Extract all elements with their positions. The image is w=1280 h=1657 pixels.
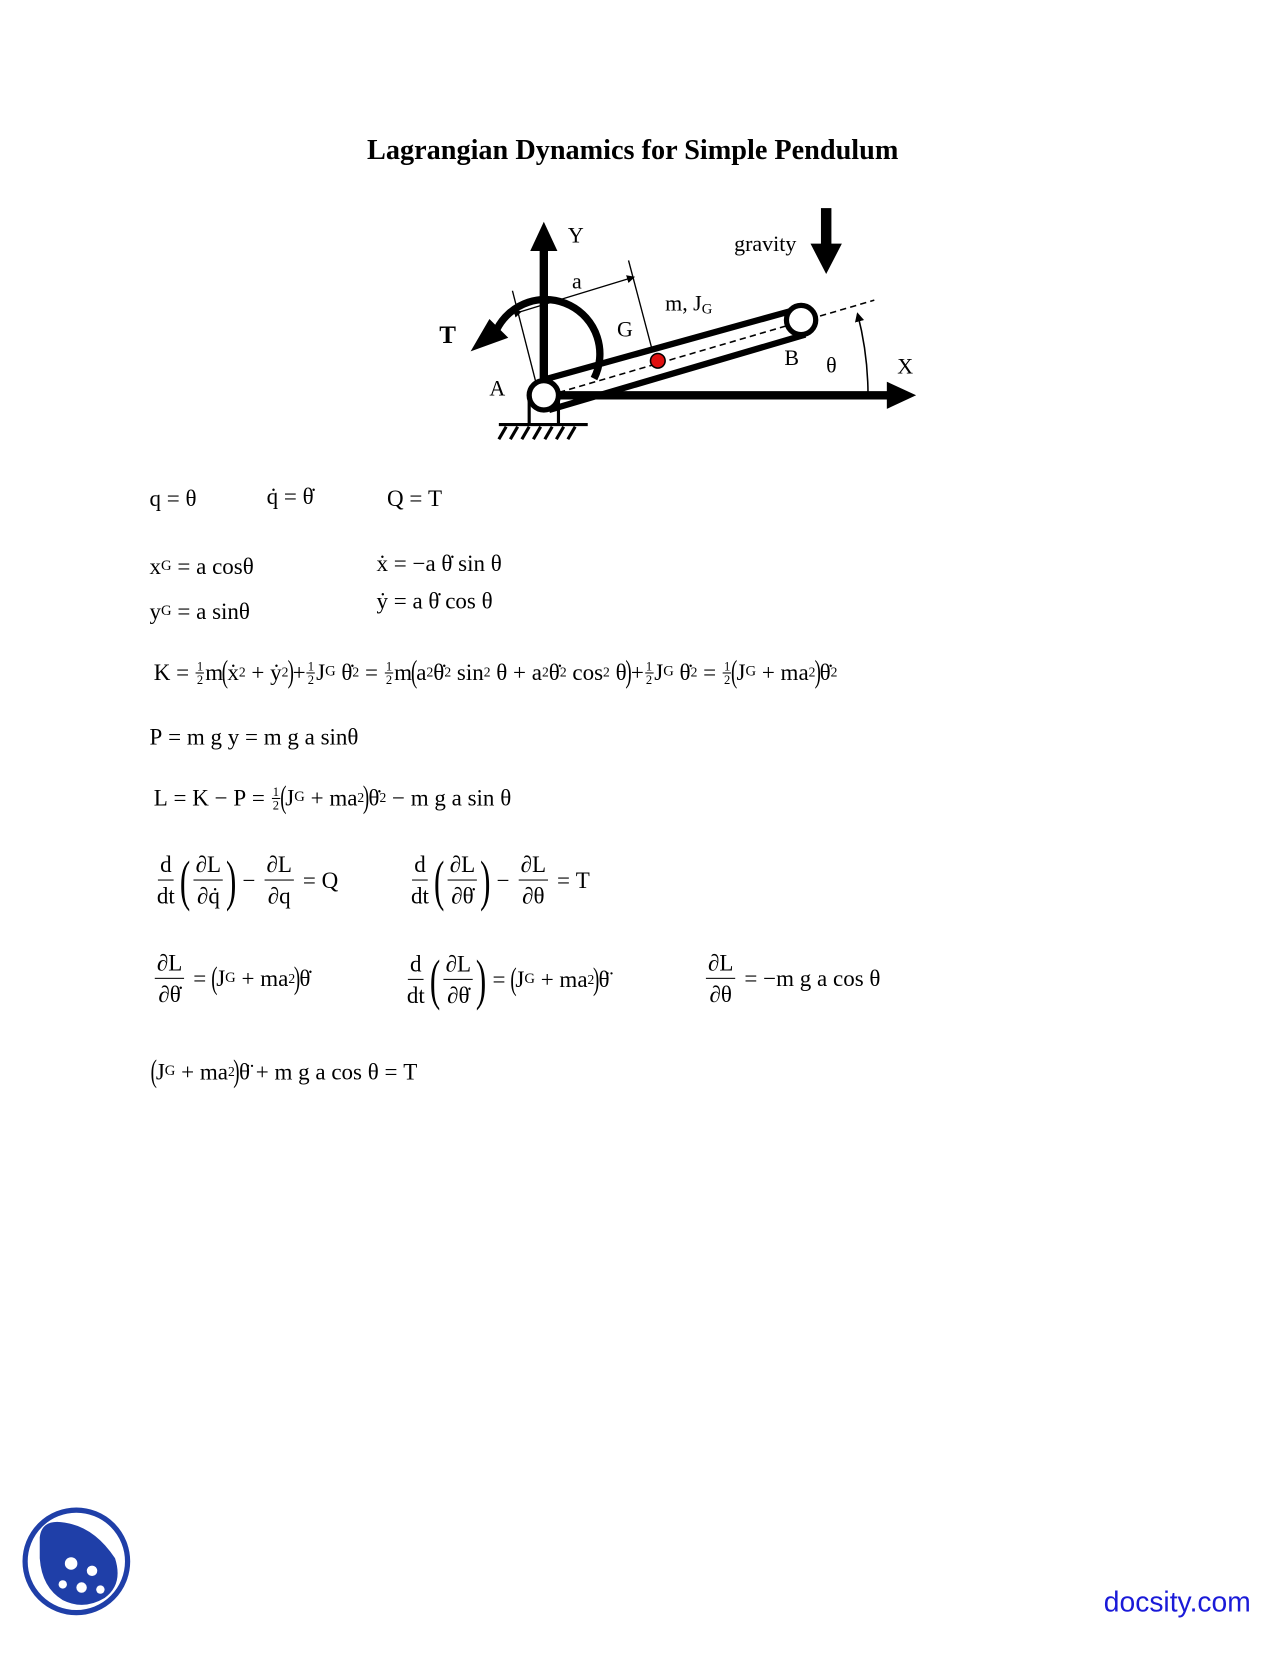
math-text: q = θ (149, 485, 197, 512)
math-text: θ (609, 658, 627, 685)
parenthesis: ) (287, 654, 294, 690)
numerator: ∂L (444, 953, 474, 980)
numerator: d (158, 853, 174, 880)
denominator: 2 (723, 671, 731, 687)
label-mass: m, JG (665, 290, 713, 318)
eq-yG: y G = a sinθ (149, 598, 250, 625)
denominator: ∂θ (522, 882, 545, 909)
numerator: d (412, 853, 428, 880)
parenthesis: ( (280, 780, 287, 815)
denominator: ∂θ̇ (158, 980, 181, 1008)
numerator: ∂L (155, 952, 185, 979)
math-text: = Q (297, 866, 339, 894)
math-text: q̇ = θ̇ (266, 483, 314, 510)
large-parenthesis: ( (180, 849, 191, 912)
large-parenthesis: ) (226, 849, 237, 912)
denominator: ∂θ̇ (447, 982, 470, 1009)
math-text: a (416, 658, 427, 685)
eq-qdot (267, 485, 314, 508)
label-theta: θ (826, 352, 837, 378)
math-text: θ̇ (433, 658, 445, 685)
numerator: 1 (196, 658, 204, 673)
eq-lagrange-specific (406, 849, 590, 912)
eq-final: ( J G + ma 2 ) θ̈ + m g a cos θ = T (150, 1054, 418, 1089)
eq-lagrangian: L = K − P = $\frac{1}{2}$ ( J G + ma 2 ) θ̇ 2 − m g a sin θ (153, 780, 512, 815)
one-half-fraction (307, 659, 315, 685)
parenthesis: ) (625, 654, 632, 690)
math-text: Q = T (386, 485, 443, 512)
numerator: 1 (307, 658, 315, 673)
eq-potential (149, 723, 359, 750)
math-text: sin (451, 658, 484, 685)
numerator: 1 (723, 658, 731, 673)
denominator: 2 (385, 671, 393, 687)
denominator: ∂θ̇ (451, 882, 474, 909)
eq-dL-dtheta (703, 949, 881, 1008)
eq-xG: x G = a cosθ (149, 553, 254, 580)
numerator: d (408, 953, 424, 980)
math-text: P = m g y = m g a sinθ (149, 723, 359, 750)
eq-dL-dthetadot: $\frac{\partial L}{\partial\thetȧ}$ = ( J G + ma 2 ) θ̇ (152, 952, 311, 1006)
math-text: θ̈ + m g a cos θ = T (238, 1058, 418, 1085)
numerator: 1 (645, 658, 653, 673)
parenthesis: ( (731, 654, 738, 690)
label-gravity: gravity (734, 230, 797, 256)
page-title: Lagrangian Dynamics for Simple Pendulum (367, 133, 899, 166)
fraction (444, 950, 474, 1009)
label-a-point: A (489, 375, 506, 401)
math-text: = (486, 966, 512, 993)
math-text: m (394, 658, 413, 685)
numerator: ∂L (519, 853, 549, 880)
math-text: = (359, 658, 384, 685)
fraction (405, 950, 427, 1009)
numerator: ∂L (264, 853, 294, 880)
numerator: ∂L (706, 952, 736, 979)
math-text: J (316, 658, 326, 685)
fraction (519, 853, 549, 907)
math-text: K = (153, 658, 195, 685)
math-text: x (149, 553, 162, 580)
fraction (155, 853, 177, 907)
fraction (448, 853, 478, 907)
math-text: θ̇ (673, 658, 691, 685)
eq-q (150, 487, 197, 510)
denominator: dt (156, 882, 175, 909)
large-parenthesis: ( (434, 849, 445, 912)
denominator: dt (410, 882, 429, 909)
parenthesis: ( (210, 961, 218, 996)
math-text: + ẏ (245, 658, 282, 685)
numerator: ∂L (448, 853, 478, 880)
parenthesis: ) (814, 654, 821, 690)
math-text: = a cosθ (171, 553, 254, 580)
math-text: J (216, 965, 226, 992)
denominator: dt (406, 982, 425, 1009)
parenthesis: ( (510, 962, 517, 997)
math-text: J (515, 966, 525, 993)
y-axis-arrow (530, 222, 557, 396)
denominator: 2 (307, 671, 315, 687)
math-text: + (630, 658, 644, 685)
center-of-mass-dot (650, 353, 665, 368)
math-text: ẏ = a θ̇ cos θ (376, 587, 493, 614)
math-text: = a sinθ (171, 598, 250, 625)
denominator: 2 (272, 797, 280, 813)
pivot-a (529, 381, 558, 410)
math-text: − (490, 866, 516, 894)
math-text: cos (566, 658, 604, 685)
eq-xdot (376, 552, 501, 575)
eq-lagrange-general (152, 849, 339, 912)
math-text: θ̇ (368, 784, 380, 811)
math-text: − m g a sin θ (386, 784, 512, 811)
math-text: = T (551, 866, 590, 894)
math-text: θ̇ (299, 965, 311, 992)
math-text: + ma (756, 658, 809, 685)
denominator: ∂q (267, 882, 291, 909)
parenthesis: ( (411, 654, 418, 690)
end-b (786, 305, 815, 334)
parenthesis: ( (150, 1054, 157, 1089)
docsity-brand-link[interactable]: docsity.com (1103, 1586, 1251, 1618)
one-half-fraction (272, 785, 280, 811)
math-text: θ̇ (819, 658, 831, 685)
parenthesis: ) (294, 961, 301, 996)
label-b-point: B (784, 344, 800, 370)
math-text: J (155, 1058, 165, 1085)
eq-kinetic: K = $\frac{1}{2}$ m ( ẋ 2 + ẏ 2 ) + $\frac{1}{2}$ J G θ̇ 2 = $\frac{1}{2}$ m ( a 2 θ̇ 2 sin 2 θ + a 2 θ̇ 2 cos 2 θ ) + $\frac{1}{2}$ J G θ̇ 2 = $\frac{1}{2}$ ( J G + ma 2 ) θ̇ 2 (153, 654, 838, 690)
math-text: J (736, 658, 746, 685)
label-y: Y (567, 222, 584, 248)
parenthesis: ( (222, 654, 229, 690)
eq-ydot (376, 587, 493, 614)
large-parenthesis: ) (476, 948, 487, 1012)
math-text: y (149, 598, 162, 625)
large-parenthesis: ) (480, 849, 491, 912)
math-text: = (187, 965, 213, 992)
math-text: + ma (304, 784, 358, 811)
parenthesis: ) (593, 962, 600, 997)
denominator: ∂q̇ (196, 882, 220, 909)
pendulum-diagram (0, 0, 1280, 460)
math-text: m (205, 658, 224, 685)
math-text: = (697, 658, 722, 685)
math-text: ẋ = −a θ̇ sin θ (376, 550, 502, 577)
one-half-fraction (645, 659, 653, 685)
numerator: 1 (272, 783, 280, 799)
math-text: J (285, 784, 295, 811)
math-text: + ma (534, 966, 588, 993)
denominator: 2 (645, 671, 653, 687)
fraction (706, 949, 736, 1008)
math-text: J (654, 658, 664, 685)
docsity-logo (21, 1506, 132, 1617)
math-text: θ̇ (335, 658, 353, 685)
label-g: G (617, 316, 633, 342)
denominator: ∂θ (709, 980, 732, 1008)
math-text: θ + a (490, 658, 543, 685)
fraction (155, 949, 185, 1008)
fraction (409, 853, 431, 907)
numerator: ∂L (194, 853, 224, 880)
math-text: + ma (175, 1058, 228, 1085)
math-text: L = K − P = (153, 784, 271, 811)
parenthesis: ) (233, 1054, 240, 1089)
eq-ddt-dL: $\frac{d}{dt}$ ( $\frac{\partial L}{\partial\thetȧ}$ ) = ( J G + ma 2 ) θ̈ (402, 952, 610, 1008)
label-a: a (572, 268, 582, 294)
numerator: 1 (385, 658, 393, 673)
eq-Q (387, 487, 442, 510)
gravity-arrow (810, 208, 841, 274)
fraction (264, 853, 294, 907)
large-parenthesis: ( (430, 948, 441, 1012)
math-text: + ma (235, 965, 289, 992)
label-x: X (897, 353, 914, 379)
one-half-fraction (385, 659, 393, 685)
math-text: − (236, 866, 262, 894)
theta-arc-arrow (858, 314, 868, 393)
math-text: + (292, 658, 306, 685)
one-half-fraction (196, 659, 204, 685)
fraction (194, 853, 224, 907)
parenthesis: ) (363, 780, 370, 815)
label-torque: T (439, 322, 456, 350)
math-text: θ̇ (548, 658, 560, 685)
math-text: θ̈ (598, 966, 610, 993)
denominator: 2 (196, 671, 204, 687)
math-text: = −m g a cos θ (738, 965, 881, 992)
math-text: ẋ (227, 658, 239, 685)
